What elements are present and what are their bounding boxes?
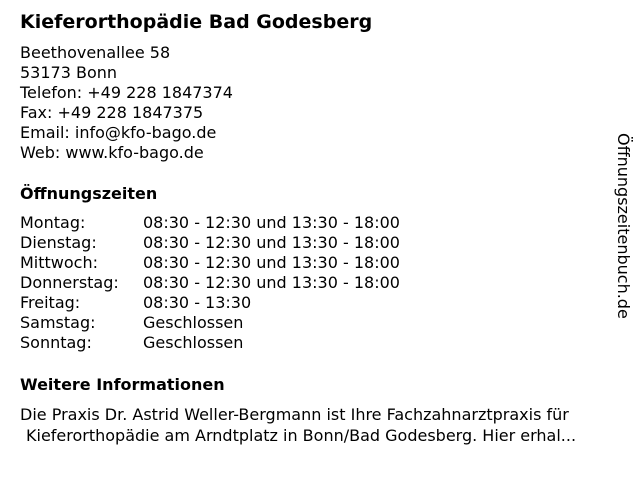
hours-row-saturday	[20, 313, 400, 333]
practice-name: Kieferorthopädie Bad Godesberg	[20, 11, 373, 33]
contact-block	[20, 43, 233, 163]
hours-row-thursday	[20, 273, 400, 293]
opening-hours-list	[20, 213, 400, 353]
website-address: Web: www.kfo-bago.de	[20, 143, 204, 162]
info-line-2: Kieferorthopädie am Arndtplatz in Bonn/Bad Godesberg. Hier erhal...	[26, 426, 577, 445]
day-label: Donnerstag:	[20, 273, 119, 292]
fax-number: Fax: +49 228 1847375	[20, 103, 204, 122]
day-label: Mittwoch:	[20, 253, 98, 272]
day-label: Dienstag:	[20, 233, 97, 252]
hours-row-tuesday	[20, 233, 400, 253]
time-range: 08:30 - 12:30 und 13:30 - 18:00	[143, 253, 400, 272]
brand-watermark: Öffnungszeitenbuch.de	[614, 133, 633, 319]
time-range: 08:30 - 12:30 und 13:30 - 18:00	[143, 233, 400, 252]
postal-city: 53173 Bonn	[20, 63, 118, 82]
time-range: Geschlossen	[143, 313, 244, 332]
more-info-heading: Weitere Informationen	[20, 375, 225, 394]
day-label: Samstag:	[20, 313, 96, 332]
day-label: Montag:	[20, 213, 86, 232]
email-address: Email: info@kfo-bago.de	[20, 123, 217, 142]
day-label: Sonntag:	[20, 333, 92, 352]
opening-hours-heading: Öffnungszeiten	[20, 184, 158, 203]
hours-row-wednesday	[20, 253, 400, 273]
time-range: 08:30 - 12:30 und 13:30 - 18:00	[143, 213, 400, 232]
hours-row-friday	[20, 293, 400, 313]
hours-row-monday	[20, 213, 400, 233]
phone-number: Telefon: +49 228 1847374	[20, 83, 233, 102]
more-info-text	[20, 404, 624, 446]
time-range: 08:30 - 12:30 und 13:30 - 18:00	[143, 273, 400, 292]
hours-row-sunday	[20, 333, 400, 353]
day-label: Freitag:	[20, 293, 81, 312]
time-range: Geschlossen	[143, 333, 244, 352]
street-address: Beethovenallee 58	[20, 43, 171, 62]
info-line-1: Die Praxis Dr. Astrid Weller-Bergmann ist Ihre Fachzahnarztpraxis für	[20, 405, 569, 424]
time-range: 08:30 - 13:30	[143, 293, 252, 312]
